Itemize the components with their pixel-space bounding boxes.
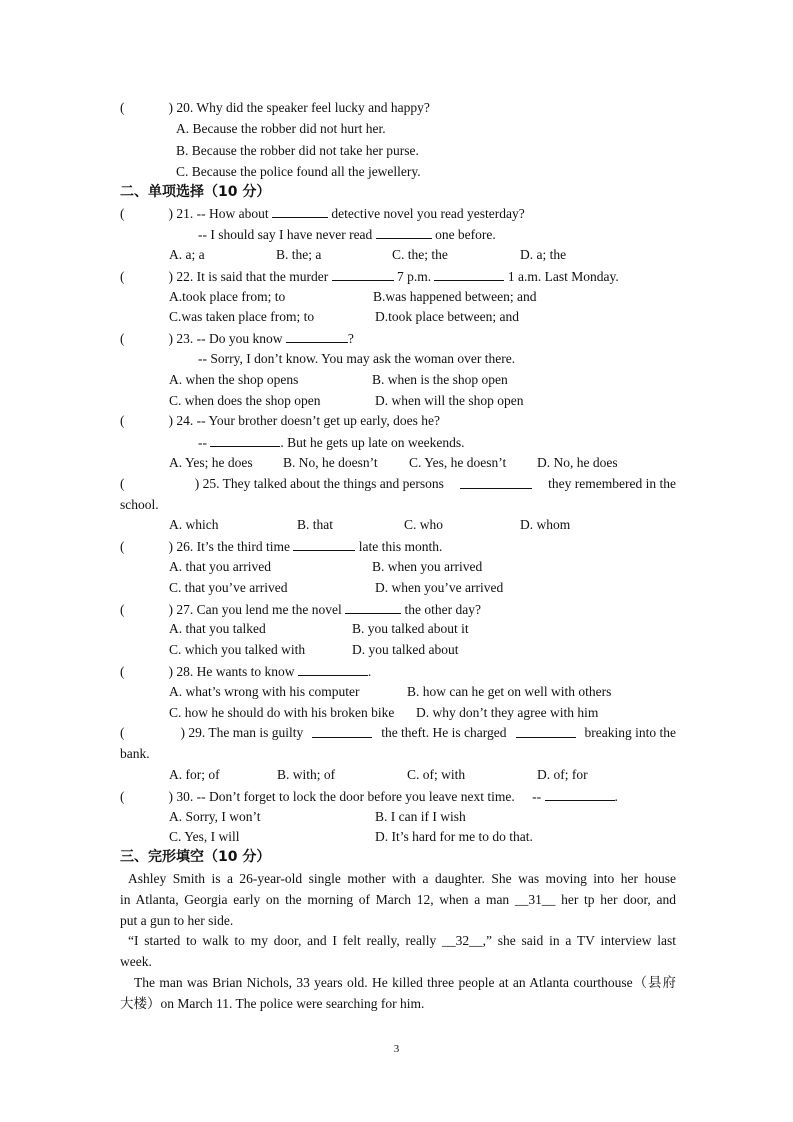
- passage-line: put a gun to her side.: [120, 913, 234, 928]
- q30-stem: ( ) 30. -- Don’t forget to lock the door before you leave next time. -- .: [120, 789, 618, 804]
- q28-option-a: A. what’s wrong with his computer: [169, 684, 360, 699]
- q26-option-b: B. when you arrived: [372, 559, 483, 574]
- answer-blank: [332, 268, 394, 281]
- q20-stem: [120, 100, 430, 116]
- q23-option-c: C. when does the shop open: [169, 393, 321, 408]
- q26-option-c: C. that you’ve arrived: [169, 580, 288, 595]
- q21-option-a: A. a; a: [169, 247, 205, 262]
- answer-blank: [345, 601, 401, 614]
- answer-paren-close: ): [168, 100, 173, 115]
- q29-option-d: D. of; for: [537, 767, 588, 782]
- q21-option-b: B. the; a: [276, 247, 322, 262]
- section-3-heading: 三、完形填空（10 分）: [120, 849, 271, 865]
- answer-paren-open: (: [120, 100, 125, 115]
- q30-option-c: C. Yes, I will: [169, 829, 240, 844]
- q25-option-a: A. which: [169, 517, 219, 532]
- q28-stem: ( ) 28. He wants to know .: [120, 664, 372, 679]
- q25-stem: ( ) 25. They talked about the things and persons they remembered in the: [120, 476, 676, 491]
- q23-stem: ( ) 23. -- Do you know ?: [120, 331, 354, 346]
- q29-option-c: C. of; with: [407, 767, 466, 782]
- answer-blank: [272, 205, 328, 218]
- q24-option-b: B. No, he doesn’t: [283, 455, 378, 470]
- q23-option-d: D. when will the shop open: [375, 393, 524, 408]
- q27-option-b: B. you talked about it: [352, 621, 469, 636]
- q24-option-c: C. Yes, he doesn’t: [409, 455, 507, 470]
- q22-stem: ( ) 22. It is said that the murder 7 p.m. 1 a.m. Last Monday.: [120, 269, 619, 284]
- passage-line: 大楼）on March 11. The police were searching for him.: [120, 996, 425, 1011]
- q21-option-c: C. the; the: [392, 247, 448, 262]
- answer-blank: [293, 538, 355, 551]
- q29-option-a: A. for; of: [169, 767, 220, 782]
- q21-option-d: D. a; the: [520, 247, 567, 262]
- q27-option-c: C. which you talked with: [169, 642, 306, 657]
- q22-option-d: D.took place between; and: [375, 309, 519, 324]
- passage-line: in Atlanta, Georgia early on the morning of March 12, when a man __31__ her tp her door, and: [120, 892, 676, 907]
- q21-line2: -- I should say I have never read one before.: [198, 227, 496, 242]
- q22-option-c: C.was taken place from; to: [169, 309, 315, 324]
- q29-wrap: bank.: [120, 746, 150, 761]
- q22-option-a: A.took place from; to: [169, 289, 286, 304]
- passage-line: “I started to walk to my door, and I felt really, really __32__,” she said in a TV interview last: [128, 933, 676, 948]
- page-number: 3: [393, 1043, 400, 1055]
- passage-line: week.: [120, 954, 152, 969]
- q28-option-c: C. how he should do with his broken bike: [169, 705, 395, 720]
- q24-line2: -- . But he gets up late on weekends.: [198, 435, 465, 450]
- q20-option-c: C. Because the police found all the jewellery.: [176, 164, 421, 179]
- q25-option-b: B. that: [297, 517, 333, 532]
- q28-option-d: D. why don’t they agree with him: [416, 705, 599, 720]
- q29-option-b: B. with; of: [277, 767, 336, 782]
- q30-option-a: A. Sorry, I won’t: [169, 809, 261, 824]
- section-2-heading: 二、单项选择（10 分）: [120, 184, 271, 200]
- q26-option-d: D. when you’ve arrived: [375, 580, 504, 595]
- answer-blank: [210, 434, 280, 447]
- q21-stem: ( ) 21. -- How about detective novel you read yesterday?: [120, 206, 525, 221]
- answer-blank: [434, 268, 504, 281]
- q26-option-a: A. that you arrived: [169, 559, 271, 574]
- passage-line: The man was Brian Nichols, 33 years old. He killed three people at an Atlanta courthouse（县府: [134, 975, 676, 990]
- q30-option-b: B. I can if I wish: [375, 809, 466, 824]
- answer-blank: [516, 725, 576, 738]
- q29-stem: ( ) 29. The man is guilty the theft. He is charged breaking into the: [120, 725, 676, 740]
- q27-option-a: A. that you talked: [169, 621, 266, 636]
- q28-option-b: B. how can he get on well with others: [407, 684, 612, 699]
- q27-stem: ( ) 27. Can you lend me the novel the other day?: [120, 602, 481, 617]
- q24-option-a: A. Yes; he does: [169, 455, 253, 470]
- question-text: 20. Why did the speaker feel lucky and happy?: [176, 100, 430, 115]
- answer-blank: [298, 663, 368, 676]
- q20-option-b: B. Because the robber did not take her purse.: [176, 143, 419, 158]
- q23-option-b: B. when is the shop open: [372, 372, 508, 387]
- answer-blank: [460, 476, 532, 489]
- answer-blank: [286, 330, 348, 343]
- q25-option-c: C. who: [404, 517, 444, 532]
- answer-blank: [312, 725, 372, 738]
- q23-option-a: A. when the shop opens: [169, 372, 299, 387]
- q22-option-b: B.was happened between; and: [373, 289, 537, 304]
- passage-line: Ashley Smith is a 26-year-old single mother with a daughter. She was moving into her house: [128, 871, 676, 886]
- answer-blank: [545, 788, 615, 801]
- q25-option-d: D. whom: [520, 517, 571, 532]
- q20-option-a: A. Because the robber did not hurt her.: [176, 121, 386, 136]
- q30-option-d: D. It’s hard for me to do that.: [375, 829, 533, 844]
- q26-stem: ( ) 26. It’s the third time late this month.: [120, 539, 443, 554]
- q27-option-d: D. you talked about: [352, 642, 459, 657]
- q24-stem: ( ) 24. -- Your brother doesn’t get up early, does he?: [120, 413, 440, 428]
- q23-line2: -- Sorry, I don’t know. You may ask the woman over there.: [198, 351, 516, 366]
- q24-option-d: D. No, he does: [537, 455, 618, 470]
- answer-blank: [376, 226, 432, 239]
- q25-wrap: school.: [120, 497, 159, 512]
